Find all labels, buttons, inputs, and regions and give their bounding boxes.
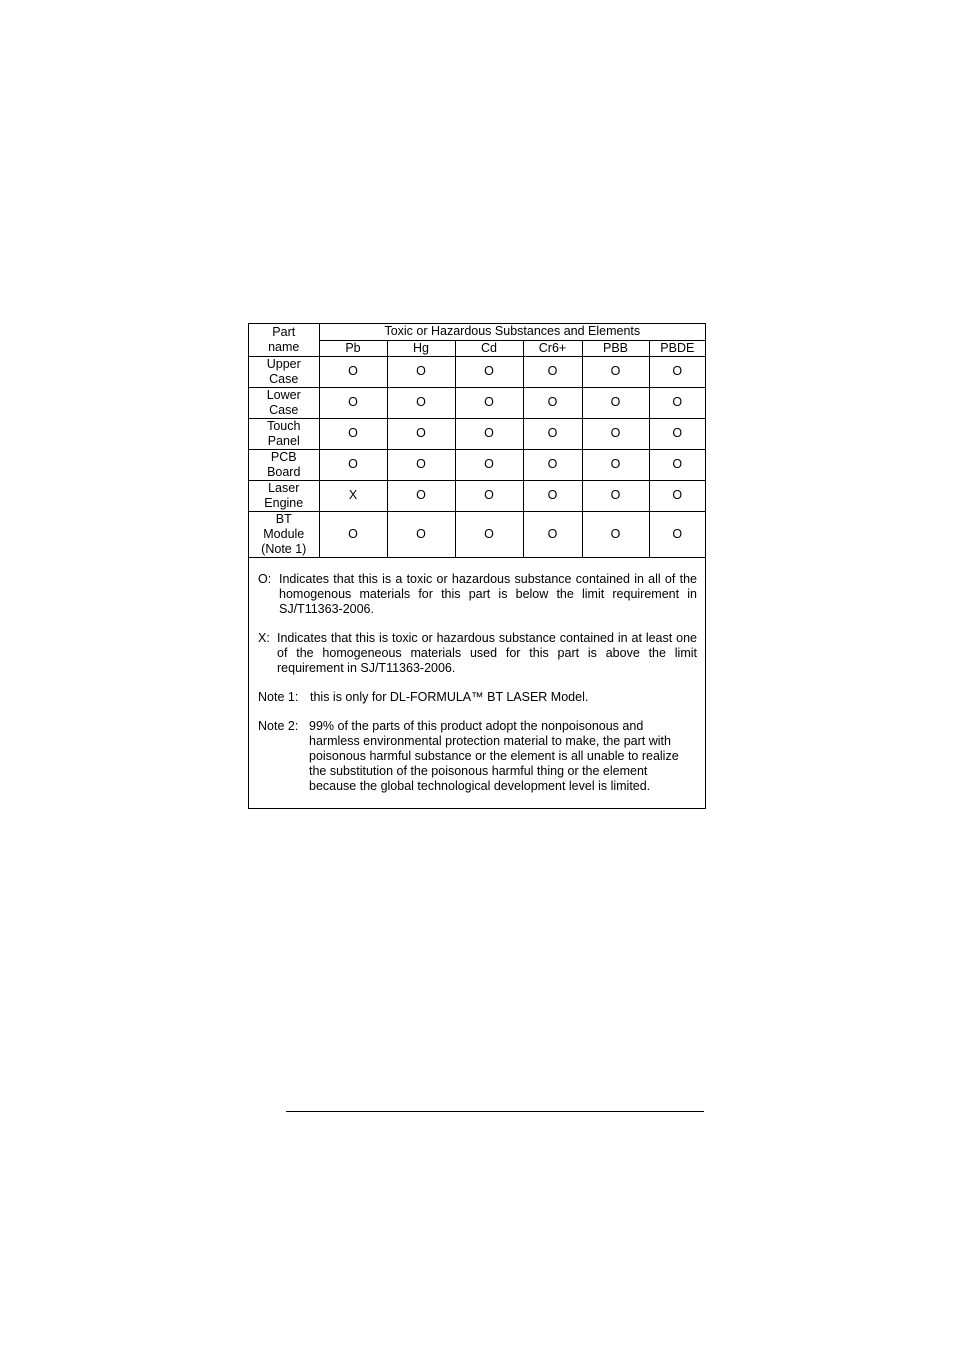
column-header: PBDE — [649, 340, 705, 356]
table-row — [249, 356, 705, 387]
part-name-cell: PCB Board — [249, 449, 319, 480]
part-name-cell: BT Module (Note 1) — [249, 511, 319, 557]
value-cell: O — [582, 356, 649, 387]
value-cell: O — [319, 449, 387, 480]
note-label: Note 2: — [258, 718, 299, 733]
column-header: Cd — [455, 340, 523, 356]
part-name-cell: Upper Case — [249, 356, 319, 387]
note-text: 99% of the parts of this product adopt the nonpoisonous and harmless environmental protection material to make, the part with poisonous harmful substance or the element is all unable to realize the substitution of the poisonous harmful thing or the element because the global technological development level is limited. — [309, 718, 679, 793]
hazardous-substances-table — [249, 324, 705, 558]
value-cell: O — [649, 449, 705, 480]
value-cell: O — [523, 387, 582, 418]
value-cell: O — [523, 480, 582, 511]
note-text: this is only for DL-FORMULA™ BT LASER Model. — [310, 689, 589, 704]
value-cell: O — [582, 480, 649, 511]
value-cell: O — [387, 418, 455, 449]
value-cell: O — [319, 511, 387, 557]
value-cell: O — [387, 356, 455, 387]
value-cell: O — [319, 387, 387, 418]
note-o — [258, 572, 697, 617]
value-cell: O — [455, 511, 523, 557]
column-header: PBB — [582, 340, 649, 356]
value-cell: O — [649, 511, 705, 557]
note-label: O: — [258, 571, 272, 586]
value-cell: O — [387, 449, 455, 480]
substances-group-header: Toxic or Hazardous Substances and Elements — [319, 324, 705, 340]
value-cell: O — [455, 480, 523, 511]
part-name-cell: Laser Engine — [249, 480, 319, 511]
note-text: Indicates that this is toxic or hazardous substance contained in at least one of the homogeneous materials used for this part is above the limit requirement in SJ/T11363-2006. — [277, 630, 697, 675]
value-cell: X — [319, 480, 387, 511]
value-cell: O — [523, 356, 582, 387]
value-cell: O — [649, 387, 705, 418]
value-cell: O — [387, 480, 455, 511]
value-cell: O — [582, 418, 649, 449]
value-cell: O — [523, 418, 582, 449]
part-name-header: Part name — [249, 324, 319, 356]
value-cell: O — [455, 418, 523, 449]
table-row — [249, 387, 705, 418]
note-1 — [258, 690, 697, 705]
table-row — [249, 511, 705, 557]
note-x — [258, 631, 697, 676]
value-cell: O — [523, 511, 582, 557]
table-row — [249, 449, 705, 480]
value-cell: O — [582, 387, 649, 418]
notes-section — [249, 558, 705, 808]
note-text: Indicates that this is a toxic or hazardous substance contained in all of the homogenous materials for this part is below the limit requirement in SJ/T11363-2006. — [279, 571, 697, 616]
value-cell: O — [319, 356, 387, 387]
value-cell: O — [387, 511, 455, 557]
table-row — [249, 480, 705, 511]
value-cell: O — [387, 387, 455, 418]
value-cell: O — [649, 356, 705, 387]
note-label: Note 1: — [258, 689, 299, 704]
value-cell: O — [455, 387, 523, 418]
note-label: X: — [258, 630, 270, 645]
value-cell: O — [649, 418, 705, 449]
note-2 — [258, 719, 697, 794]
table-row — [249, 418, 705, 449]
value-cell: O — [319, 418, 387, 449]
part-name-cell: Touch Panel — [249, 418, 319, 449]
part-name-cell: Lower Case — [249, 387, 319, 418]
value-cell: O — [523, 449, 582, 480]
footer-divider — [286, 1111, 704, 1112]
value-cell: O — [649, 480, 705, 511]
rohs-table-frame — [248, 323, 706, 809]
value-cell: O — [455, 356, 523, 387]
value-cell: O — [582, 449, 649, 480]
column-header: Hg — [387, 340, 455, 356]
column-header: Pb — [319, 340, 387, 356]
value-cell: O — [582, 511, 649, 557]
value-cell: O — [455, 449, 523, 480]
column-header: Cr6+ — [523, 340, 582, 356]
